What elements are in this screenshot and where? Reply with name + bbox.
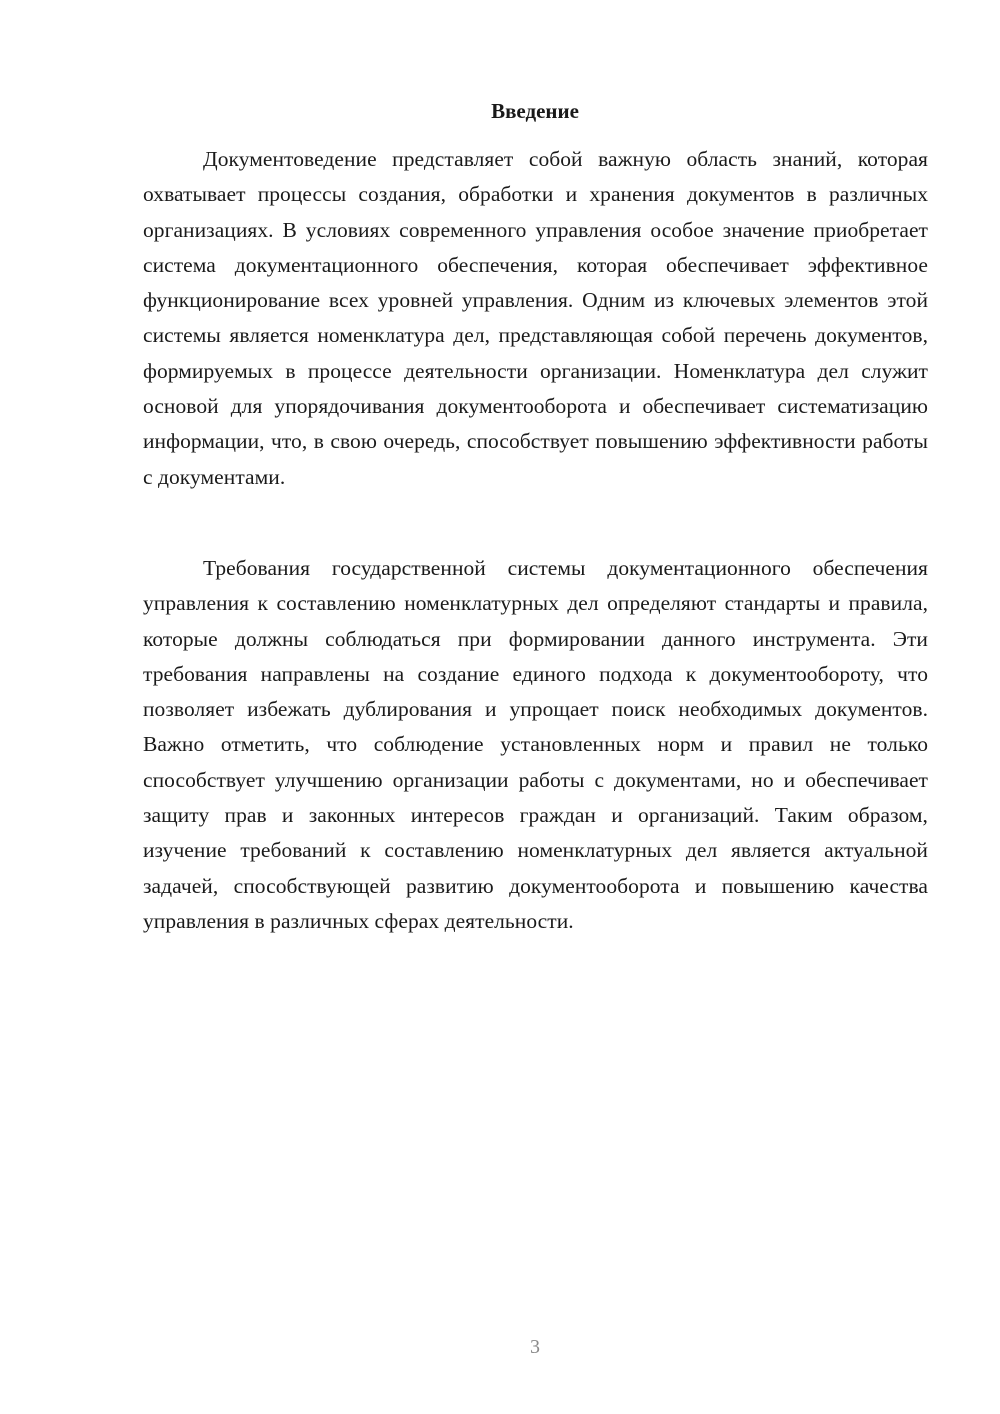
paragraph-1: Документоведение представляет собой важную область знаний, которая охватывает процессы создания, обработки и хранения документов в различных организациях. В условиях современного управления особое значение приобретает система документационного обеспечения, которая обеспечивает эффективное функционирование всех уровней управления. Одним из ключевых элементов этой системы является номенклатура дел, представляющая собой перечень документов, формируемых в процессе деятельности организации. Номенклатура дел служит основой для упорядочивания документооборота и обеспечивает систематизацию информации, что, в свою очередь, способствует повышению эффективности работы с документами.	[143, 147, 928, 489]
paragraph-2: Требования государственной системы документационного обеспечения управления к составлению номенклатурных дел определяют стандарты и правила, которые должны соблюдаться при формировании данного инструмента. Эти требования направлены на создание единого подхода к документообороту, что позволяет избежать дублирования и упрощает поиск необходимых документов. Важно отметить, что соблюдение установленных норм и правил не только способствует улучшению организации работы с документами, но и обеспечивает защиту прав и законных интересов граждан и организаций. Таким образом, изучение требований к составлению номенклатурных дел является актуальной задачей, способствующей развитию документооборота и повышению качества управления в различных сферах деятельности.	[143, 556, 928, 933]
page-number: 3	[530, 1336, 540, 1358]
page-title: Введение	[491, 99, 579, 123]
